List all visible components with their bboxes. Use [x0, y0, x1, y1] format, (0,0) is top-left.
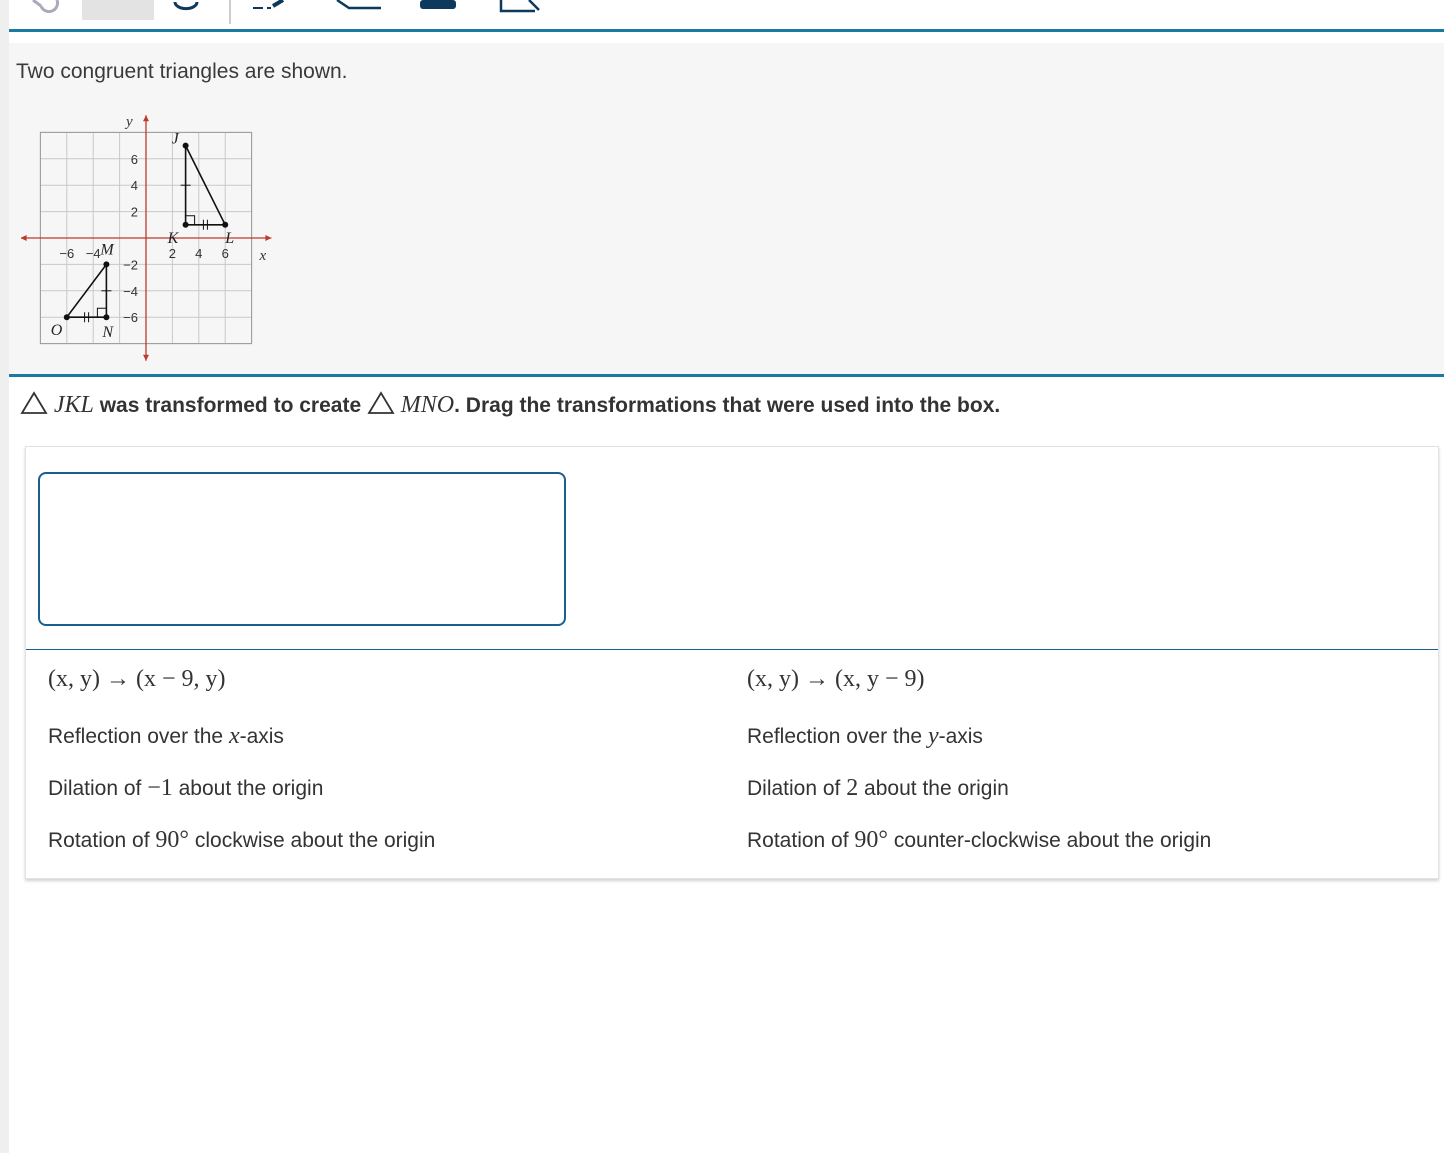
section-divider — [9, 374, 1444, 377]
y-tick-label: −6 — [123, 310, 138, 326]
choice-reflect-x-var: x — [228, 723, 240, 749]
choice-translate-x[interactable] — [48, 666, 226, 693]
y-tick-label: −2 — [123, 257, 138, 273]
choice-reflect-x[interactable] — [48, 723, 284, 750]
point-o — [64, 314, 70, 320]
triangle-icon — [367, 391, 395, 415]
stimulus-panel — [9, 43, 1444, 374]
coordinate-graph — [21, 111, 286, 371]
choice-dilation-two[interactable] — [747, 775, 1009, 802]
choice-translate-x-label: (x, y) → (x − 9, y) — [48, 666, 226, 692]
eraser-icon[interactable] — [335, 0, 385, 30]
choice-reflect-y-suffix: -axis — [938, 725, 983, 748]
point-l — [222, 222, 228, 228]
x-tick-label: 4 — [195, 246, 203, 261]
graph-labels — [51, 114, 267, 341]
highlighter-icon[interactable] — [249, 0, 289, 30]
choice-rotation-cw[interactable] — [48, 827, 435, 854]
blank-tab[interactable] — [82, 0, 154, 20]
choice-reflect-y-var: y — [927, 723, 939, 749]
x-axis-arrow-left — [21, 235, 27, 241]
y-tick-label: 4 — [130, 178, 138, 194]
point-k — [183, 222, 189, 228]
drag-drop-panel — [25, 446, 1439, 879]
zoom-icon[interactable] — [27, 0, 67, 30]
point-n — [103, 314, 109, 320]
choice-rotation-ccw-suffix: counter-clockwise about the origin — [888, 829, 1212, 852]
choice-dilation-two-value: 2 — [846, 775, 859, 801]
y-tick-label: −4 — [123, 283, 138, 299]
x-tick-label: 2 — [168, 246, 177, 261]
point-label-n: N — [102, 324, 114, 342]
x-axis-arrow-right — [265, 235, 271, 241]
panel-divider — [26, 649, 1438, 650]
choice-rotation-cw-suffix: clockwise about the origin — [189, 829, 436, 852]
search-icon[interactable] — [169, 0, 209, 30]
notepad-icon[interactable] — [419, 0, 459, 30]
toolbar-separator — [229, 0, 231, 24]
triangle-mno: MNO — [400, 392, 455, 418]
choice-dilation-neg-one[interactable] — [48, 775, 323, 802]
choice-dilation-two-text: Dilation of — [747, 777, 847, 800]
choice-translate-y[interactable] — [747, 666, 925, 693]
x-tick-label: −4 — [85, 246, 101, 261]
toolbar — [9, 0, 1444, 30]
prompt-text-1: was transformed to create — [93, 394, 367, 417]
y-tick-label: 2 — [130, 204, 138, 220]
choice-reflect-y-text: Reflection over the — [747, 725, 928, 748]
question-prompt — [20, 391, 1000, 419]
choice-reflect-y[interactable] — [747, 723, 983, 750]
choice-rotation-cw-text: Rotation of — [48, 829, 156, 852]
point-label-l: L — [225, 229, 235, 247]
point-label-j: J — [171, 130, 179, 148]
choice-dilation-neg-text: Dilation of — [48, 777, 148, 800]
stimulus-text: Two congruent triangles are shown. — [16, 60, 348, 83]
choice-reflect-x-suffix: -axis — [239, 725, 284, 748]
choice-rotation-ccw[interactable] — [747, 827, 1211, 854]
triangle-icon — [20, 391, 48, 415]
x-axis-label: x — [259, 248, 267, 264]
y-axis-arrow-up — [143, 115, 149, 121]
y-axis-arrow-down — [143, 355, 149, 361]
point-label-o: O — [50, 322, 63, 340]
choice-rotation-cw-value: 90° — [155, 827, 190, 853]
toolbar-divider — [9, 29, 1444, 32]
triangle-jkl: JKL — [53, 392, 94, 418]
point-label-k: K — [167, 229, 179, 247]
choice-dilation-neg-suffix: about the origin — [172, 777, 324, 800]
point-label-m: M — [100, 241, 114, 259]
choice-rotation-ccw-text: Rotation of — [747, 829, 855, 852]
x-tick-label: −6 — [59, 246, 75, 261]
edit-icon[interactable] — [499, 0, 549, 30]
left-edge-strip — [0, 0, 9, 1153]
prompt-text-2: . Drag the transformations that were used into the box. — [454, 394, 1001, 417]
choice-dilation-neg-value: −1 — [147, 775, 173, 801]
choice-reflect-x-text: Reflection over the — [48, 725, 229, 748]
y-tick-label: 6 — [130, 151, 138, 167]
y-axis-label: y — [126, 113, 133, 130]
point-j — [183, 143, 189, 149]
choice-translate-y-label: (x, y) → (x, y − 9) — [747, 666, 925, 692]
point-m — [103, 261, 109, 267]
choice-rotation-ccw-value: 90° — [854, 827, 889, 853]
choice-dilation-two-suffix: about the origin — [858, 777, 1009, 800]
x-tick-label: 6 — [221, 246, 229, 261]
drop-target-box[interactable] — [38, 472, 566, 626]
